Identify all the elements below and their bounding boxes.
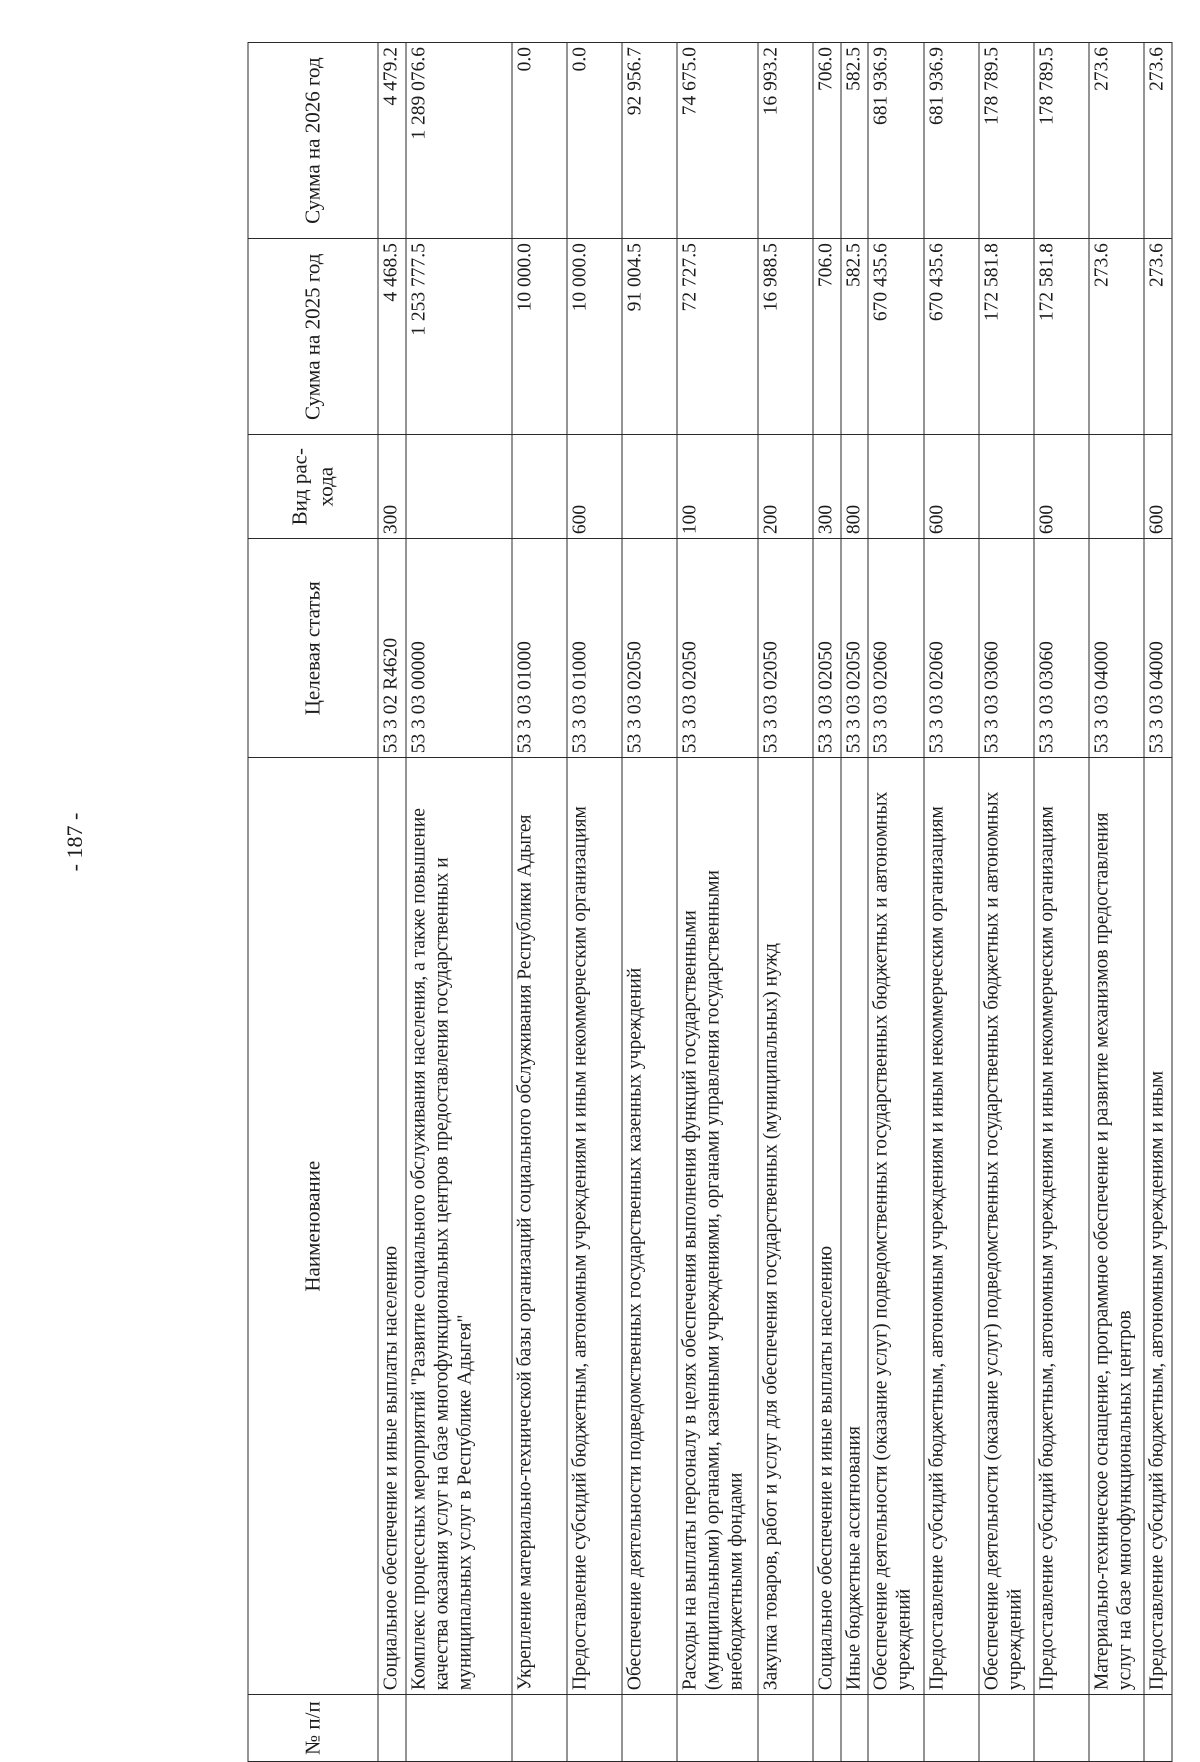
cell-name: Предоставление субсидий бюджетным, автономным учреждениям и иным некоммерческим организациям — [567, 758, 622, 1695]
cell-sum-2025: 273.6 — [1144, 239, 1172, 435]
cell-name: Обеспечение деятельности (оказание услуг) подведомственных государственных бюджетных и автономных учреждений — [979, 758, 1034, 1695]
cell-kind — [1089, 435, 1144, 539]
cell-kind: 300 — [813, 435, 841, 539]
cell-no — [1034, 1695, 1089, 1762]
cell-sum-2026: 74 675.0 — [677, 43, 758, 239]
cell-sum-2026: 16 993.2 — [758, 43, 813, 239]
cell-sum-2026: 178 789.5 — [979, 43, 1034, 239]
header-sum-2026: Сумма на 2026 год — [248, 43, 378, 239]
cell-name: Предоставление субсидий бюджетным, автономным учреждениям и иным некоммерческим организациям — [1034, 758, 1089, 1695]
table-row — [1144, 43, 1172, 1762]
cell-kind: 600 — [1034, 435, 1089, 539]
cell-sum-2026: 273.6 — [1089, 43, 1144, 239]
cell-target: 53 3 03 02050 — [677, 539, 758, 758]
cell-target: 53 3 03 02060 — [868, 539, 923, 758]
table-row — [378, 43, 406, 1762]
cell-target: 53 3 03 01000 — [567, 539, 622, 758]
table-row — [758, 43, 813, 1762]
cell-kind: 300 — [378, 435, 406, 539]
cell-name: Предоставление субсидий бюджетным, автономным учреждениям и иным — [1144, 758, 1172, 1695]
cell-name: Иные бюджетные ассигнования — [841, 758, 869, 1695]
table-row — [979, 43, 1034, 1762]
cell-name: Обеспечение деятельности подведомственных государственных казенных учреждений — [622, 758, 677, 1695]
cell-sum-2026: 273.6 — [1144, 43, 1172, 239]
cell-sum-2025: 273.6 — [1089, 239, 1144, 435]
cell-kind: 200 — [758, 435, 813, 539]
cell-sum-2026: 681 936.9 — [868, 43, 923, 239]
cell-sum-2026: 178 789.5 — [1034, 43, 1089, 239]
cell-kind — [868, 435, 923, 539]
cell-target: 53 3 03 04000 — [1144, 539, 1172, 758]
cell-kind: 100 — [677, 435, 758, 539]
cell-sum-2026: 0.0 — [512, 43, 567, 239]
cell-target: 53 3 02 R4620 — [378, 539, 406, 758]
cell-sum-2025: 670 435.6 — [924, 239, 979, 435]
cell-name: Предоставление субсидий бюджетным, автономным учреждениям и иным некоммерческим организациям — [924, 758, 979, 1695]
budget-table — [248, 42, 1173, 1762]
cell-kind — [512, 435, 567, 539]
table-row — [924, 43, 979, 1762]
table-row — [567, 43, 622, 1762]
cell-sum-2025: 172 581.8 — [979, 239, 1034, 435]
cell-no — [622, 1695, 677, 1762]
cell-no — [813, 1695, 841, 1762]
cell-no — [924, 1695, 979, 1762]
cell-target: 53 3 03 02060 — [924, 539, 979, 758]
cell-target: 53 3 03 02050 — [813, 539, 841, 758]
cell-no — [1089, 1695, 1144, 1762]
cell-sum-2025: 172 581.8 — [1034, 239, 1089, 435]
cell-kind: 600 — [567, 435, 622, 539]
cell-no — [1144, 1695, 1172, 1762]
cell-sum-2025: 10 000.0 — [567, 239, 622, 435]
cell-sum-2026: 582.5 — [841, 43, 869, 239]
cell-sum-2025: 10 000.0 — [512, 239, 567, 435]
cell-no — [406, 1695, 512, 1762]
cell-target: 53 3 03 04000 — [1089, 539, 1144, 758]
cell-target: 53 3 03 02050 — [622, 539, 677, 758]
cell-sum-2025: 1 253 777.5 — [406, 239, 512, 435]
cell-no — [677, 1695, 758, 1762]
cell-no — [841, 1695, 869, 1762]
budget-table-rotated — [248, 42, 1173, 1762]
cell-kind — [406, 435, 512, 539]
cell-name: Укрепление материально-технической базы организаций социального обслуживания Республики Адыгея — [512, 758, 567, 1695]
cell-sum-2025: 72 727.5 — [677, 239, 758, 435]
cell-target: 53 3 03 01000 — [512, 539, 567, 758]
cell-name: Расходы на выплаты персоналу в целях обеспечения выполнения функций государственными (муниципальными) органами, казенными учреждениями, органами управления государственными внебюджетными фондами — [677, 758, 758, 1695]
cell-sum-2026: 0.0 — [567, 43, 622, 239]
table-row — [841, 43, 869, 1762]
cell-sum-2025: 16 988.5 — [758, 239, 813, 435]
cell-no — [378, 1695, 406, 1762]
cell-target: 53 3 03 02050 — [841, 539, 869, 758]
page-number: - 187 - — [62, 812, 87, 872]
header-name: Наименование — [248, 758, 378, 1695]
table-row — [813, 43, 841, 1762]
cell-no — [979, 1695, 1034, 1762]
cell-no — [758, 1695, 813, 1762]
cell-kind: 800 — [841, 435, 869, 539]
cell-sum-2025: 4 468.5 — [378, 239, 406, 435]
cell-sum-2026: 681 936.9 — [924, 43, 979, 239]
cell-sum-2026: 1 289 076.6 — [406, 43, 512, 239]
header-target: Целевая статья — [248, 539, 378, 758]
cell-sum-2025: 706.0 — [813, 239, 841, 435]
cell-name: Комплекс процессных мероприятий "Развитие социального обслуживания населения, а также повышение качества оказания услуг на базе многофункциональных центров предоставления государственных и муниципальных услуг в Республике Адыгея" — [406, 758, 512, 1695]
cell-sum-2026: 92 956.7 — [622, 43, 677, 239]
cell-sum-2026: 4 479.2 — [378, 43, 406, 239]
cell-no — [868, 1695, 923, 1762]
cell-name: Материально-техническое оснащение, программное обеспечение и развитие механизмов предоставления услуг на базе многофункциональных центров — [1089, 758, 1144, 1695]
table-row — [1089, 43, 1144, 1762]
table-row — [868, 43, 923, 1762]
cell-no — [512, 1695, 567, 1762]
cell-target: 53 3 03 03060 — [979, 539, 1034, 758]
cell-name: Социальное обеспечение и иные выплаты населению — [378, 758, 406, 1695]
cell-sum-2025: 582.5 — [841, 239, 869, 435]
cell-sum-2025: 91 004.5 — [622, 239, 677, 435]
cell-kind — [622, 435, 677, 539]
table-row — [406, 43, 512, 1762]
cell-name: Социальное обеспечение и иные выплаты населению — [813, 758, 841, 1695]
table-row — [1034, 43, 1089, 1762]
cell-name: Закупка товаров, работ и услуг для обеспечения государственных (муниципальных) нужд — [758, 758, 813, 1695]
table-row — [622, 43, 677, 1762]
table-row — [512, 43, 567, 1762]
cell-kind: 600 — [924, 435, 979, 539]
header-sum-2025: Сумма на 2025 год — [248, 239, 378, 435]
cell-target: 53 3 03 00000 — [406, 539, 512, 758]
cell-target: 53 3 03 02050 — [758, 539, 813, 758]
cell-sum-2025: 670 435.6 — [868, 239, 923, 435]
header-no: № п/п — [248, 1695, 378, 1762]
cell-kind — [979, 435, 1034, 539]
cell-no — [567, 1695, 622, 1762]
table-row — [677, 43, 758, 1762]
cell-target: 53 3 03 03060 — [1034, 539, 1089, 758]
header-kind: Вид рас-хода — [248, 435, 378, 539]
cell-name: Обеспечение деятельности (оказание услуг) подведомственных государственных бюджетных и автономных учреждений — [868, 758, 923, 1695]
cell-sum-2026: 706.0 — [813, 43, 841, 239]
table-header-row — [248, 43, 378, 1762]
cell-kind: 600 — [1144, 435, 1172, 539]
